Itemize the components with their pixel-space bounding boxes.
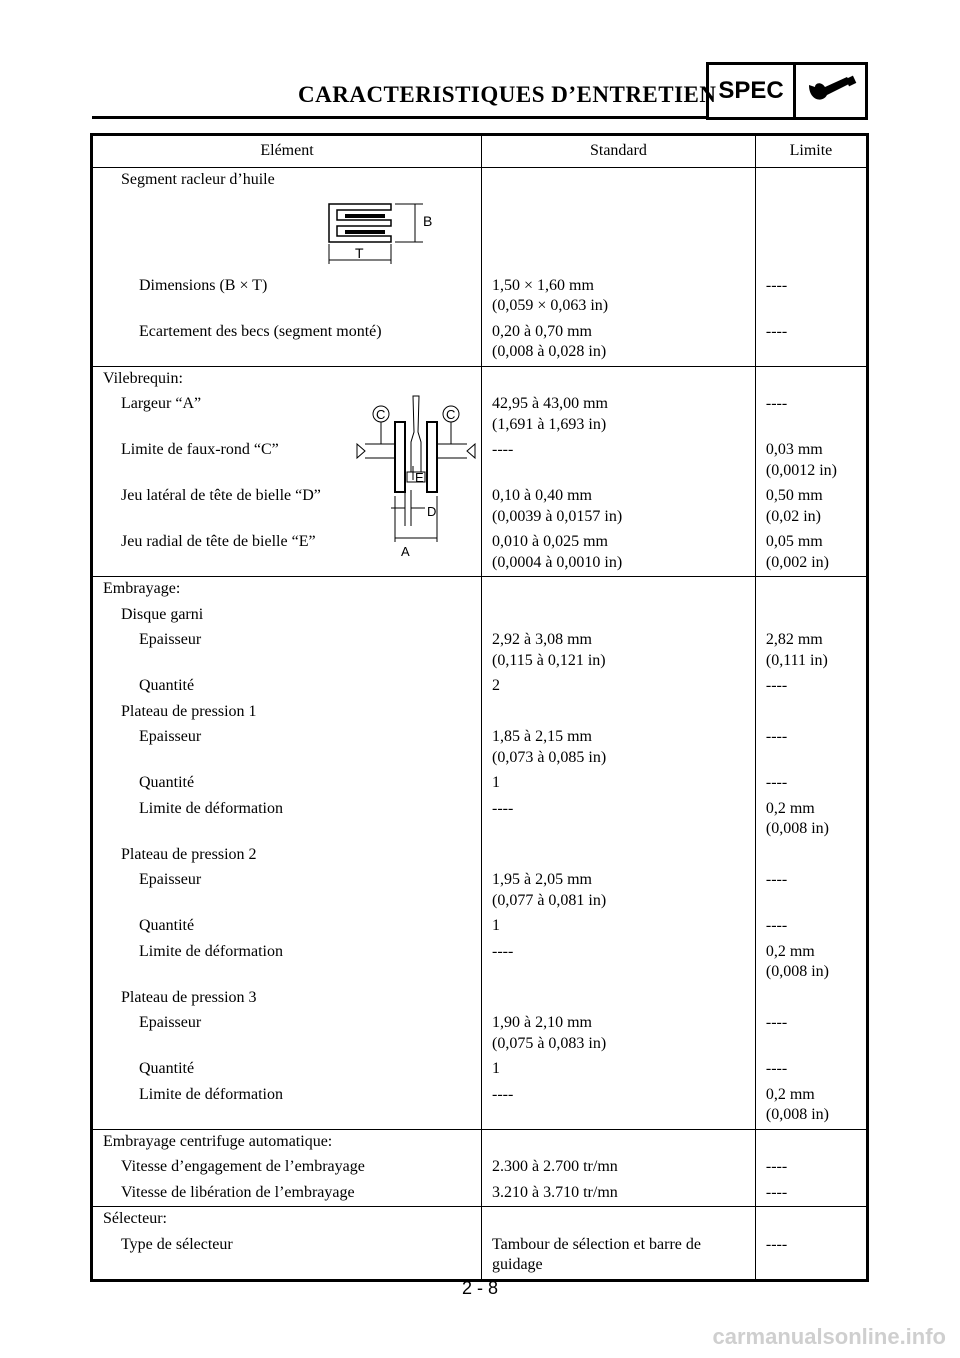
section-auto-clutch: [92, 1129, 868, 1155]
row-limit-line: 0,05 mm: [765, 533, 823, 550]
row-limit: [756, 1011, 866, 1037]
table-row: [92, 438, 868, 484]
row-limit-line: (0,008 in): [765, 963, 829, 980]
row-limit: [756, 628, 866, 674]
watermark: carmanualsonline.info: [712, 1324, 946, 1349]
row-standard: [482, 725, 755, 771]
row-limit-line: (0,008 in): [765, 820, 829, 837]
row-standard-line: 1,50 × 1,60 mm: [492, 276, 594, 294]
row-limit: [756, 797, 866, 843]
table-row: [92, 771, 868, 797]
row-limit: [756, 1233, 866, 1259]
row-standard-line: 0,10 à 0,40 mm: [492, 487, 592, 504]
row-limit-line: 0,03 mm: [765, 441, 823, 458]
spec-table: [90, 133, 869, 1282]
row-standard-line: (0,059 × 0,063 in): [492, 297, 609, 314]
row-element: Epaisseur: [139, 871, 202, 888]
row-limit: [756, 1181, 866, 1207]
row-element: Jeu latéral de tête de bielle “D”: [121, 487, 321, 504]
row-standard-line: 42,95 à 43,00 mm: [492, 395, 608, 412]
row-limit-line: ----: [765, 917, 788, 934]
row-limit-line: ----: [765, 1235, 788, 1253]
table-row: [92, 1233, 868, 1281]
row-standard: [482, 868, 755, 914]
row-limit-line: (0,008 in): [765, 1106, 829, 1123]
table-row: [92, 530, 868, 577]
clutch-group-title: [92, 603, 868, 629]
table-row: [92, 725, 868, 771]
row-standard: [482, 674, 755, 700]
row-standard-line: 2,92 à 3,08 mm: [492, 631, 592, 648]
row-limit-line: ----: [765, 728, 788, 745]
row-standard-line: (0,073 à 0,085 in): [492, 748, 607, 766]
crank-label-e: E: [415, 470, 424, 485]
row-limit: [756, 674, 866, 700]
row-standard-line: 1: [492, 774, 500, 791]
row-standard-line: 0,010 à 0,025 mm: [492, 533, 608, 550]
oil-ring-label-t: T: [355, 244, 364, 261]
row-limit: [756, 1083, 866, 1129]
table-row: [92, 1011, 868, 1057]
row-limit: [756, 771, 866, 797]
header-rule: [92, 116, 706, 119]
row-limit-line: (0,0012 in): [765, 461, 837, 479]
row-limit-line: ----: [765, 1014, 788, 1031]
row-element: Epaisseur: [139, 728, 202, 745]
row-limit-line: ----: [765, 322, 788, 340]
row-limit-line: ----: [765, 1183, 788, 1201]
column-header-standard: Standard: [482, 135, 756, 168]
row-element: Limite de déformation: [139, 799, 283, 817]
row-limit: [756, 725, 866, 751]
row-element: Quantité: [139, 1060, 195, 1077]
row-limit-line: ----: [765, 395, 788, 412]
oil-ring-diagram-row: [92, 194, 868, 274]
row-limit: [756, 940, 866, 986]
section-auto-clutch-label: Embrayage centrifuge automatique:: [103, 1132, 333, 1150]
row-standard: [482, 628, 755, 674]
row-standard-line: 1,95 à 2,05 mm: [492, 871, 592, 888]
row-standard-line: 2.300 à 2.700 tr/mn: [492, 1158, 618, 1175]
row-limit: [756, 392, 866, 418]
row-standard-line: 3.210 à 3.710 tr/mn: [492, 1183, 618, 1201]
row-standard: [482, 438, 755, 464]
clutch-group-title: [92, 986, 868, 1012]
row-standard: [482, 274, 755, 320]
crank-label-a: A: [401, 544, 410, 559]
row-limit-line: 0,2 mm: [765, 1085, 815, 1103]
column-header-limit: Limite: [755, 135, 867, 168]
oil-ring-diagram: [93, 194, 481, 274]
section-clutch: [92, 577, 868, 603]
page-number: 2 - 8: [461, 1278, 499, 1298]
row-limit-line: 0,50 mm: [765, 487, 823, 504]
row-element: Type de sélecteur: [121, 1235, 233, 1253]
row-limit-line: ----: [765, 1060, 788, 1077]
clutch-group-title-label: Plateau de pression 3: [121, 988, 257, 1006]
row-element: Vitesse de libération de l’embrayage: [121, 1183, 355, 1201]
row-standard: [482, 1155, 755, 1181]
row-standard-line: 1: [492, 917, 500, 934]
row-element: Epaisseur: [139, 1014, 202, 1031]
clutch-group-title-label: Disque garni: [121, 605, 204, 623]
row-element: Quantité: [139, 677, 195, 694]
clutch-group-title: [92, 843, 868, 869]
table-row: [92, 1155, 868, 1181]
row-element: Limite de faux-rond “C”: [121, 441, 279, 458]
row-element: Dimensions (B × T): [139, 276, 268, 294]
row-standard-line: 0,20 à 0,70 mm: [492, 322, 592, 340]
row-standard-line: ----: [492, 799, 514, 817]
clutch-group-title-label: Plateau de pression 2: [121, 845, 257, 863]
row-element: Limite de déformation: [139, 942, 283, 960]
row-standard: [482, 797, 755, 823]
row-standard: [482, 1057, 755, 1083]
section-crankshaft-label: Vilebrequin:: [103, 369, 183, 387]
row-standard: [482, 1181, 755, 1207]
row-element: Vitesse d’engagement de l’embrayage: [121, 1158, 365, 1175]
table-row: [92, 274, 868, 320]
crank-label-c-right: C: [446, 407, 456, 422]
row-standard-line: ----: [492, 942, 514, 960]
table-header-row: [92, 135, 868, 168]
row-element: Epaisseur: [139, 631, 202, 648]
row-limit-line: (0,02 in): [765, 507, 821, 525]
row-limit-line: 0,2 mm: [765, 942, 815, 960]
row-standard-line: 2: [492, 677, 500, 694]
row-element: Jeu radial de tête de bielle “E”: [121, 533, 316, 550]
row-standard: [482, 320, 755, 366]
row-limit: [756, 1057, 866, 1083]
row-limit-line: (0,111 in): [765, 651, 828, 669]
row-limit: [756, 438, 866, 484]
row-standard-line: Tambour de sélection et barre de: [492, 1235, 702, 1253]
row-standard-line: (0,008 à 0,028 in): [492, 343, 607, 360]
table-row: [92, 674, 868, 700]
row-limit: [756, 320, 866, 346]
row-standard: [482, 771, 755, 797]
row-limit-line: (0,002 in): [765, 553, 829, 571]
table-row: [92, 797, 868, 843]
page-title: CARACTERISTIQUES D’ENTRETIEN: [298, 82, 717, 107]
row-element: Quantité: [139, 774, 195, 791]
spec-badge: [706, 62, 868, 120]
section-oil-ring: [92, 168, 868, 194]
row-limit: [756, 1155, 866, 1181]
row-standard-line: (0,075 à 0,083 in): [492, 1034, 607, 1052]
row-standard: [482, 484, 755, 530]
table-row: [92, 320, 868, 367]
row-standard-line: 1,90 à 2,10 mm: [492, 1014, 592, 1031]
row-limit: [756, 868, 866, 894]
row-standard: [482, 1011, 755, 1057]
oil-ring-label-b: B: [423, 212, 433, 229]
row-standard: [482, 914, 755, 940]
table-row: [92, 484, 868, 530]
row-element: Limite de déformation: [139, 1085, 283, 1103]
table-row: [92, 1181, 868, 1207]
row-standard: [482, 392, 755, 438]
row-standard-line: (1,691 à 1,693 in): [492, 415, 607, 433]
row-limit: [756, 914, 866, 940]
row-standard: [482, 530, 755, 576]
section-crankshaft: [92, 366, 868, 392]
clutch-group-title-label: Plateau de pression 1: [121, 702, 257, 720]
section-shifter: [92, 1207, 868, 1233]
column-header-element: Elément: [92, 135, 482, 168]
clutch-group-title: [92, 700, 868, 726]
row-element: Largeur “A”: [121, 395, 202, 412]
table-row: [92, 1083, 868, 1130]
table-row: [92, 940, 868, 986]
row-standard-line: 1,85 à 2,15 mm: [492, 728, 592, 745]
table-row: [92, 914, 868, 940]
section-clutch-label: Embrayage:: [103, 580, 181, 597]
row-limit: [756, 274, 866, 300]
row-limit-line: ----: [765, 774, 788, 791]
table-row: [92, 1057, 868, 1083]
section-shifter-label: Sélecteur:: [103, 1210, 167, 1227]
spec-badge-label: SPEC: [709, 65, 796, 117]
row-standard-line: guidage: [492, 1256, 543, 1273]
section-oil-ring-label: Segment racleur d’huile: [121, 171, 275, 188]
row-standard-line: (0,077 à 0,081 in): [492, 891, 607, 909]
row-limit: [756, 484, 866, 530]
row-standard-line: (0,0004 à 0,0010 in): [492, 553, 623, 571]
row-standard-line: ----: [492, 441, 514, 458]
crank-label-d: D: [427, 504, 437, 519]
row-standard-line: 1: [492, 1060, 500, 1077]
row-standard: [482, 1083, 755, 1109]
row-standard: [482, 1233, 755, 1279]
table-row: [92, 868, 868, 914]
row-element: Quantité: [139, 917, 195, 934]
row-limit-line: ----: [765, 871, 788, 888]
row-standard-line: (0,115 à 0,121 in): [492, 651, 606, 669]
table-row: [92, 628, 868, 674]
row-limit-line: ----: [765, 276, 788, 294]
row-limit-line: 2,82 mm: [765, 631, 823, 648]
table-row: [92, 392, 868, 438]
row-standard: [482, 940, 755, 966]
row-standard-line: (0,0039 à 0,0157 in): [492, 507, 623, 525]
row-standard-line: ----: [492, 1085, 514, 1103]
row-limit-line: 0,2 mm: [765, 799, 815, 817]
row-element: Ecartement des becs (segment monté): [139, 322, 382, 340]
wrench-icon: [796, 65, 865, 117]
row-limit-line: ----: [765, 1158, 788, 1175]
row-limit-line: ----: [765, 677, 788, 694]
crank-label-c-left: C: [376, 407, 386, 422]
row-limit: [756, 530, 866, 576]
